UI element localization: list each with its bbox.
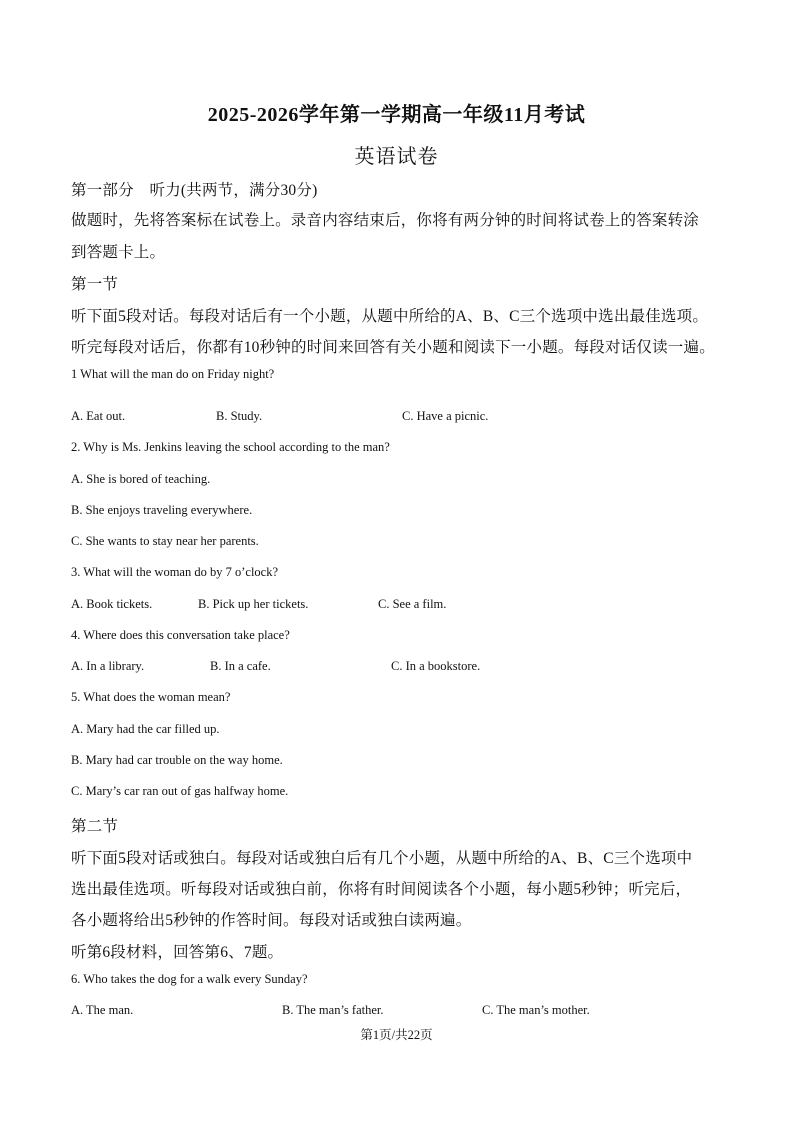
question-5-option-c: C. Mary’s car ran out of gas halfway home. — [71, 784, 289, 798]
question-1-option-a: A. Eat out. — [71, 409, 126, 423]
question-3-option-b: B. Pick up her tickets. — [198, 597, 309, 611]
question-2-stem: 2. Why is Ms. Jenkins leaving the school according to the man? — [71, 440, 390, 454]
section1-heading: 第一节 — [71, 276, 119, 293]
section1-instruction-line1: 听下面5段对话。每段对话后有一个小题，从题中所给的A、B、C三个选项中选出最佳选项。 — [71, 308, 709, 325]
question-1-option-b: B. Study. — [216, 409, 263, 423]
question-6-option-a: A. The man. — [71, 1003, 134, 1017]
question-2-option-a: A. She is bored of teaching. — [71, 472, 211, 486]
part1-heading: 第一部分 听力(共两节，满分30分) — [71, 182, 318, 199]
question-3-option-a: A. Book tickets. — [71, 597, 153, 611]
question-2-option-b: B. She enjoys traveling everywhere. — [71, 503, 253, 517]
question-3-option-c: C. See a film. — [378, 597, 447, 611]
question-4-option-c: C. In a bookstore. — [391, 659, 481, 673]
question-5-option-a: A. Mary had the car filled up. — [71, 722, 220, 736]
question-1-option-c: C. Have a picnic. — [402, 409, 489, 423]
question-5-option-b: B. Mary had car trouble on the way home. — [71, 753, 283, 767]
section2-instruction-line3: 各小题将给出5秒钟的作答时间。每段对话或独白读两遍。 — [71, 912, 472, 929]
question-4-stem: 4. Where does this conversation take place? — [71, 628, 290, 642]
exam-subtitle: 英语试卷 — [354, 146, 439, 168]
question-5-stem: 5. What does the woman mean? — [71, 690, 231, 704]
section2-instruction-line2: 选出最佳选项。听每段对话或独白前，你将有时间阅读各个小题，每小题5秒钟；听完后， — [71, 881, 692, 898]
section1-instruction-line2: 听完每段对话后，你都有10秒钟的时间来回答有关小题和阅读下一小题。每段对话仅读一遍。 — [71, 339, 715, 356]
question-1-stem: 1 What will the man do on Friday night? — [71, 367, 275, 381]
page-footer: 第1页/共22页 — [360, 1028, 433, 1042]
question-6-stem: 6. Who takes the dog for a walk every Sunday? — [71, 972, 308, 986]
question-2-option-c: C. She wants to stay near her parents. — [71, 534, 259, 548]
part1-instruction-line1: 做题时，先将答案标在试卷上。录音内容结束后，你将有两分钟的时间将试卷上的答案转涂 — [71, 212, 700, 229]
part1-instruction-line2: 到答题卡上。 — [71, 244, 166, 261]
question-4-option-a: A. In a library. — [71, 659, 145, 673]
section2-instruction-line1: 听下面5段对话或独白。每段对话或独白后有几个小题，从题中所给的A、B、C三个选项中 — [71, 850, 693, 867]
question-4-option-b: B. In a cafe. — [210, 659, 271, 673]
section2-heading: 第二节 — [71, 818, 119, 835]
exam-title: 2025-2026学年第一学期高一年级11月考试 — [207, 104, 586, 126]
question-6-option-c: C. The man’s mother. — [482, 1003, 590, 1017]
question-6-option-b: B. The man’s father. — [282, 1003, 384, 1017]
material-6-instruction: 听第6段材料，回答第6、7题。 — [71, 944, 284, 961]
question-3-stem: 3. What will the woman do by 7 o’clock? — [71, 565, 279, 579]
